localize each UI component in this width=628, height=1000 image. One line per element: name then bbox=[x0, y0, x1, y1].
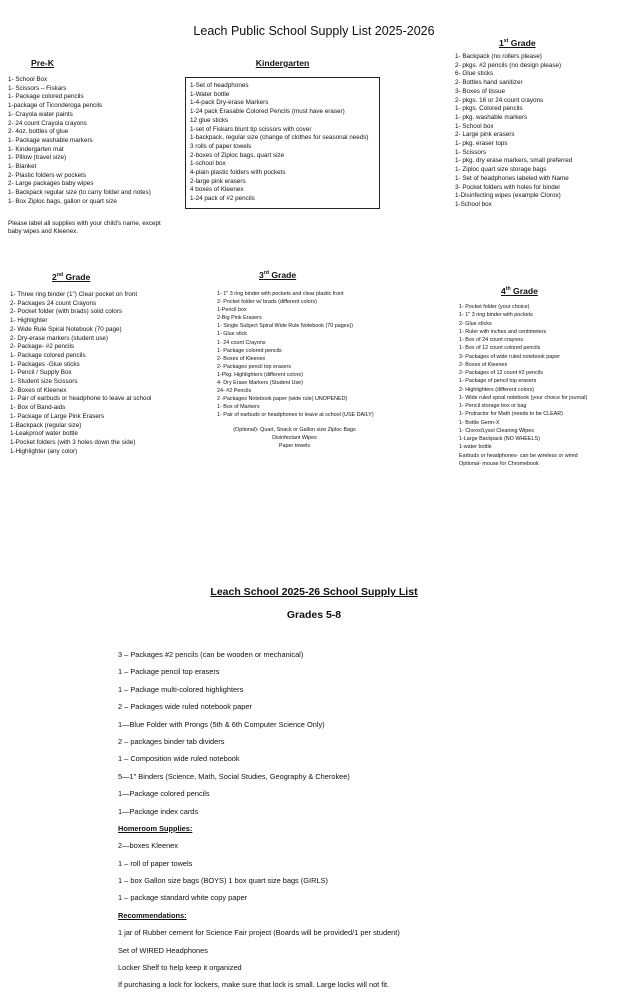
grades58-section bbox=[118, 650, 618, 998]
list-item: 2- pkgs. #2 pencils (no design please) bbox=[455, 61, 562, 69]
homeroom-heading: Homeroom Supplies: bbox=[118, 823, 193, 833]
list-item: 2- Pocket folder w/ brads (different colors) bbox=[217, 299, 317, 306]
list-item: 1- Blanket bbox=[8, 163, 37, 171]
list-item: 1-Pkg. Highlighters (different colors) bbox=[217, 371, 303, 378]
page-title: Leach Public School Supply List 2025-2026 bbox=[193, 24, 435, 38]
list-item: 1- Backpack regular size (to carry folder and notes) bbox=[8, 189, 151, 197]
list-item: 2- Boxes of Kleenex bbox=[10, 386, 67, 394]
list-item: 2- Large pink erasers bbox=[455, 131, 515, 139]
list-item: 1- Box of Markers bbox=[217, 404, 260, 411]
grade4-list bbox=[459, 303, 617, 468]
grade1-heading: 1st Grade bbox=[499, 38, 536, 48]
grade4-heading: 4th Grade bbox=[501, 286, 538, 296]
list-item: 1- Box of Band-aids bbox=[10, 404, 66, 412]
grade1-section bbox=[455, 38, 627, 210]
grade2-section bbox=[10, 272, 190, 456]
list-item: 2-boxes of Ziploc bags, quart size bbox=[190, 151, 285, 159]
prek-list bbox=[8, 76, 183, 207]
list-item: 1- Clorox/Lysol Cleaning Wipes bbox=[459, 427, 535, 434]
list-item: 3- Boxes of tissue bbox=[455, 87, 506, 95]
list-item: 2- Boxes of Kleenex bbox=[459, 361, 508, 368]
grade3-list bbox=[217, 290, 397, 420]
prek-note: Please label all supplies with your child's name, except baby wipes and Kleenex. bbox=[8, 219, 161, 236]
list-item: 1 – package standard white copy paper bbox=[118, 893, 248, 903]
list-item: 1- Pocket folder (your choice) bbox=[459, 304, 530, 310]
grade3-heading: 3rd Grade bbox=[259, 270, 297, 280]
list-item: 3 – Packages #2 pencils (can be wooden or mechanical) bbox=[118, 650, 304, 659]
list-item: 1-Backpack (regular size) bbox=[10, 421, 82, 429]
kindergarten-box bbox=[185, 77, 380, 209]
list-item: 1- Box Ziploc bags, gallon or quart size bbox=[8, 197, 117, 205]
list-item: 1-24 pack Erasable Colored Pencils (must have eraser) bbox=[190, 108, 345, 116]
list-item: 2-Big Pink Erasers bbox=[217, 315, 262, 322]
list-item: 2- Boxes of Kleenex bbox=[217, 355, 266, 362]
list-item: 1-Highlighter (any color) bbox=[10, 447, 78, 455]
list-item: 2 -Packages Notebook paper (wide rule) UNOPENED) bbox=[217, 396, 348, 403]
list-item: 1 jar of Rubber cement for Science Fair project (Boards will be provided/1 per student) bbox=[118, 928, 400, 938]
list-item: 3- Pocket folders with holes for binder bbox=[455, 183, 561, 191]
grade3-section bbox=[217, 270, 397, 450]
list-item: 1- pkg. eraser tops bbox=[455, 140, 508, 148]
list-item: 2- Packages 24 count Crayons bbox=[10, 299, 97, 307]
list-item: 2- Package- #2 pencils bbox=[10, 343, 75, 351]
list-item: 1- Bottle Germ-X bbox=[459, 419, 500, 426]
list-item: 4-plain plastic folders with pockets bbox=[190, 169, 286, 177]
list-item: 1 – roll of paper towels bbox=[118, 858, 193, 868]
list-item: 1- Pencil / Supply Box bbox=[10, 369, 72, 377]
grade1-list bbox=[455, 53, 627, 210]
list-item: 1-4-pack Dry-erase Markers bbox=[190, 99, 269, 107]
list-item: 1- Pair of earbuds or headphone to leave at school bbox=[10, 395, 152, 403]
list-item: 1- Wide ruled spiral notebook (your choice for journal) bbox=[459, 394, 588, 401]
list-item: 1- Package colored pencils bbox=[217, 347, 282, 354]
list-item: Optional- mouse for Chromebook bbox=[459, 460, 539, 467]
list-item: 1- 1" 3 ring binder with pockets bbox=[459, 312, 533, 319]
list-item: 2- Glue sticks bbox=[459, 320, 492, 327]
bottom-subtitle: Grades 5-8 bbox=[286, 609, 342, 621]
list-item: 24- #2 Pencils bbox=[217, 388, 252, 395]
list-item: 1- Pillow (travel size) bbox=[8, 154, 67, 162]
grade4-section bbox=[459, 286, 617, 468]
list-item: 2- 24 count Crayola crayons bbox=[8, 119, 87, 127]
list-item: 1—Blue Folder with Prongs (5th & 6th Computer Science Only) bbox=[118, 719, 325, 729]
kindergarten-section bbox=[185, 58, 380, 209]
list-item: 1- pkgs. Colored pencils bbox=[455, 105, 523, 113]
list-item: 1- School Box bbox=[8, 76, 48, 83]
grades58-list bbox=[118, 650, 618, 998]
list-item: 5—1" Binders (Science, Math, Social Studies, Geography & Cherokee) bbox=[118, 771, 350, 781]
list-item: 1- Backpack (no rollers please) bbox=[455, 53, 542, 60]
list-item: 2-large pink erasers bbox=[190, 177, 246, 185]
list-item: 1- Package washable markers bbox=[8, 136, 93, 144]
list-item: 1-water bottle bbox=[459, 444, 492, 451]
list-item: 2- pkgs. 16 or 24 count crayons bbox=[455, 96, 544, 104]
list-item: 1 – box Gallon size bags (BOYS) 1 box quart size bags (GIRLS) bbox=[118, 876, 328, 886]
list-item: 2 – packages binder tab dividers bbox=[118, 736, 225, 746]
list-item: 1- Ziploc quart size storage bags bbox=[455, 166, 547, 174]
kindergarten-list bbox=[190, 82, 375, 204]
list-item: 1- Box of 12 count colored pencils bbox=[459, 345, 541, 352]
list-item: 1- Package of pencil top erasers bbox=[459, 378, 537, 385]
list-item: 1- pkg. dry erase markers, small preferred bbox=[455, 157, 573, 165]
list-item: 1-Pocket folders (with 3 holes down the side) bbox=[10, 438, 136, 446]
list-item: 1- Scissors – Fiskars bbox=[8, 84, 67, 92]
list-item: 1-backpack, regular size (change of clothes for seasonal needs) bbox=[190, 134, 369, 142]
list-item: 1-school box bbox=[190, 160, 226, 168]
list-item: 1-Leakproof water bottle bbox=[10, 430, 78, 438]
list-item: 2- Packages pencil top erasers bbox=[217, 363, 292, 370]
list-item: 2- Packages of 12 count #2 pencils bbox=[459, 370, 543, 376]
list-item: 1-Disinfecting wipes (example Clorox) bbox=[455, 192, 561, 200]
list-item: 1 – Package multi-colored highlighters bbox=[118, 684, 244, 694]
list-item: 2- Bottles hand sanitizer bbox=[455, 79, 523, 87]
list-item: 1- Protractor for Math (needs to be CLEAR) bbox=[459, 411, 563, 418]
recommendations-heading: Recommendations: bbox=[118, 910, 187, 920]
list-item: 4 boxes of Kleenex bbox=[190, 186, 244, 194]
grade2-list bbox=[10, 291, 190, 456]
list-item: 1- Highlighter bbox=[10, 317, 48, 325]
list-item: 2- 4oz. bottles of glue bbox=[8, 128, 69, 136]
list-item: 1- Student size Scissors bbox=[10, 378, 78, 386]
list-item: 1—Package colored pencils bbox=[118, 789, 210, 799]
list-item: 1-set of Fiskars blunt tip scissors with cover bbox=[190, 125, 312, 133]
list-item: 2- Highlighters (different colors) bbox=[459, 386, 535, 393]
list-item: 1-Set of headphones bbox=[190, 82, 249, 89]
list-item: 1- pkg. washable markers bbox=[455, 113, 528, 121]
list-item: 1 – Package pencil top erasers bbox=[118, 667, 220, 677]
list-item: 2- Large packages baby wipes bbox=[8, 180, 94, 188]
list-item: 2- Dry-erase markers (student use) bbox=[10, 334, 108, 342]
grade2-heading: 2nd Grade bbox=[52, 272, 91, 282]
list-item: Locker Shelf to help keep it organized bbox=[118, 963, 242, 973]
list-item: 6- Glue sticks bbox=[455, 70, 494, 78]
list-item: 2- Wide Rule Spiral Notebook (70 page) bbox=[10, 325, 122, 333]
list-item: 1- Crayola water paints bbox=[8, 110, 73, 118]
list-item: 1- Glue stick bbox=[217, 331, 247, 338]
list-item: 1- Kindergarten mat bbox=[8, 145, 64, 153]
list-item: 2 – Packages wide ruled notebook paper bbox=[118, 702, 252, 712]
list-item: 1- 24 count Crayons bbox=[217, 339, 266, 346]
list-item: 12 glue sticks bbox=[190, 116, 229, 124]
list-item: 1- Package of Large Pink Erasers bbox=[10, 412, 105, 420]
list-item: 1- Pencil storage box or bag bbox=[459, 403, 527, 409]
list-item: 1- Packages -Glue sticks bbox=[10, 360, 80, 368]
list-item: If purchasing a lock for lockers, make sure that lock is small. Large locks will not fit. bbox=[118, 980, 390, 990]
list-item: 1-Large Backpack (NO WHEELS) bbox=[459, 436, 540, 442]
list-item: 2- Pocket folder (with brads) solid colors bbox=[10, 308, 122, 316]
prek-section bbox=[8, 58, 183, 237]
list-item: 1- Ruler with inches and centimeters bbox=[459, 328, 547, 335]
list-item: 1- Package colored pencils bbox=[10, 351, 86, 359]
list-item: 1-Pencil box bbox=[217, 307, 247, 314]
list-item: 1- School box bbox=[455, 122, 494, 130]
list-item: 1- Package colored pencils bbox=[8, 93, 84, 101]
list-item: 3 rolls of paper towels bbox=[190, 142, 252, 150]
prek-heading: Pre-K bbox=[31, 58, 54, 68]
bottom-title: Leach School 2025-26 School Supply List bbox=[210, 586, 418, 598]
list-item: 4- Dry Erase Markers (Student Use) bbox=[217, 380, 303, 387]
list-item: 1- 1" 3 ring binder with pockets and clear plastic front bbox=[217, 291, 344, 297]
list-item: 1- Single Subject Spiral Wide Rule Notebook (70 pages)) bbox=[217, 323, 354, 330]
list-item: Earbuds or headphones- can be wireless or wired bbox=[459, 452, 578, 459]
list-item: 2- Plastic folders w/ pockets bbox=[8, 171, 87, 179]
list-item: 1- Three ring binder (1") Clear pocket on front bbox=[10, 291, 138, 298]
list-item: Set of WIRED Headphones bbox=[118, 945, 208, 955]
list-item: 1-package of Ticonderoga pencils bbox=[8, 102, 103, 110]
list-item: 1—Package index cards bbox=[118, 806, 199, 816]
list-item: 1-24 pack of #2 pencils bbox=[190, 195, 255, 203]
list-item: 1- Pair of earbuds or headphones to leave at school (USE DAILY) bbox=[217, 412, 374, 419]
list-item: 1- Box of 24 count crayons bbox=[459, 337, 524, 343]
list-item: 1- Scissors bbox=[455, 148, 487, 156]
list-item: 1-Water bottle bbox=[190, 90, 230, 98]
grade3-optional: (Optional)- Quart, Snack or Gallon size Ziploc Bags Disinfectant Wipes Paper towels bbox=[233, 426, 356, 449]
list-item: 3- Packages of wide ruled notebook paper bbox=[459, 353, 560, 360]
list-item: 2—boxes Kleenex bbox=[118, 841, 178, 851]
kindergarten-heading: Kindergarten bbox=[255, 58, 310, 68]
list-item: 1 – Composition wide ruled notebook bbox=[118, 754, 240, 764]
list-item: 1- Set of headphones labeled with Name bbox=[455, 174, 569, 182]
list-item: 1-School box bbox=[455, 200, 492, 208]
